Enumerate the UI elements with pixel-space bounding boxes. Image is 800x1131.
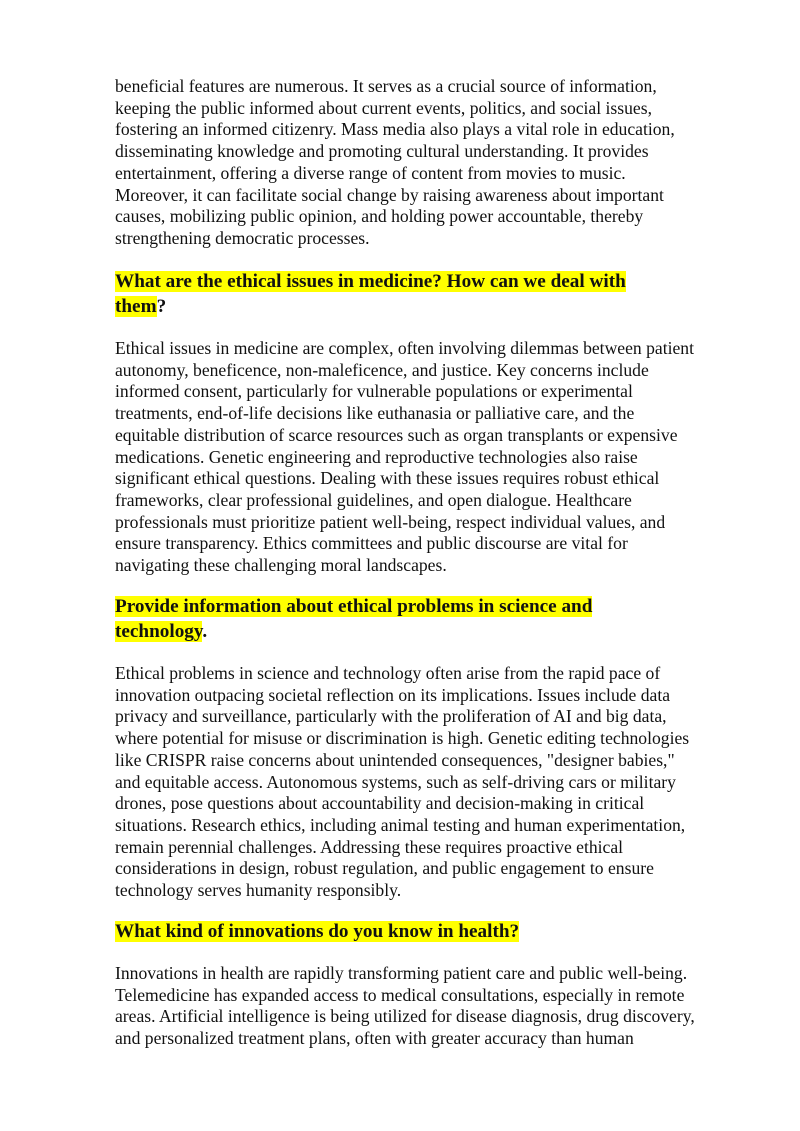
text-line: treatments, end-of-life decisions like euthanasia or palliative care, and the <box>115 403 635 424</box>
text-line: medications. Genetic engineering and reproductive technologies also raise <box>115 446 638 467</box>
text-line: situations. Research ethics, including animal testing and human experimentation, <box>115 814 686 835</box>
text-line: informed consent, particularly for vulnerable populations or experimental <box>115 381 633 402</box>
text-line: significant ethical questions. Dealing with these issues requires robust ethical <box>115 468 660 489</box>
highlighted-heading-text: them <box>115 296 157 317</box>
highlighted-heading-text: What kind of innovations do you know in health? <box>115 921 520 942</box>
text-line: considerations in design, robust regulation, and public engagement to ensure <box>115 858 654 879</box>
text-line: drones, pose questions about accountability and decision-making in critical <box>115 793 645 814</box>
highlighted-heading-text: Provide information about ethical problems in science and <box>115 596 593 617</box>
heading-punctuation: ? <box>156 296 167 317</box>
highlighted-heading-text: What are the ethical issues in medicine? How can we deal with <box>115 271 626 292</box>
text-line: where potential for misuse or discrimination is high. Genetic editing technologies <box>115 728 690 749</box>
text-line: equitable distribution of scarce resources such as organ transplants or expensive <box>115 424 678 445</box>
text-line: remain perennial challenges. Addressing these requires proactive ethical <box>115 836 624 857</box>
text-line: navigating these challenging moral landscapes. <box>115 555 447 576</box>
text-line: causes, mobilizing public opinion, and holding power accountable, thereby <box>115 206 644 227</box>
heading-ethics-science-technology <box>115 594 745 644</box>
text-line: Moreover, it can facilitate social change by raising awareness about important <box>115 184 664 205</box>
heading-ethics-medicine <box>115 269 745 319</box>
text-line: entertainment, offering a diverse range of content from movies to music. <box>115 162 626 183</box>
paragraph-mass-media <box>115 76 745 250</box>
text-line: autonomy, beneficence, non-maleficence, and justice. Key concerns include <box>115 359 649 380</box>
text-line: frameworks, clear professional guidelines, and open dialogue. Healthcare <box>115 489 632 510</box>
text-line: and equitable access. Autonomous systems, such as self-driving cars or military <box>115 771 676 792</box>
text-line: keeping the public informed about current events, politics, and social issues, <box>115 97 652 118</box>
text-line: privacy and surveillance, particularly with the proliferation of AI and big data, <box>115 706 667 727</box>
text-line: Telemedicine has expanded access to medical consultations, especially in remote <box>115 984 685 1005</box>
text-line: professionals must prioritize patient well-being, respect individual values, and <box>115 511 666 532</box>
text-line: areas. Artificial intelligence is being utilized for disease diagnosis, drug discovery, <box>115 1006 695 1027</box>
text-line: innovation outpacing societal reflection on its implications. Issues include data <box>115 684 671 705</box>
heading-health-innovations <box>115 919 745 944</box>
paragraph-health-innovations <box>115 963 745 1050</box>
text-line: strengthening democratic processes. <box>115 227 370 248</box>
text-line: disseminating knowledge and promoting cultural understanding. It provides <box>115 141 649 162</box>
text-line: Ethical problems in science and technology often arise from the rapid pace of <box>115 663 661 683</box>
text-line: Ethical issues in medicine are complex, often involving dilemmas between patient <box>115 338 694 358</box>
text-line: and personalized treatment plans, often with greater accuracy than human <box>115 1028 634 1049</box>
text-line: beneficial features are numerous. It serves as a crucial source of information, <box>115 76 657 96</box>
text-line: like CRISPR raise concerns about unintended consequences, "designer babies," <box>115 749 675 770</box>
text-line: technology serves humanity responsibly. <box>115 880 402 901</box>
heading-punctuation: . <box>202 621 208 642</box>
text-line: fostering an informed citizenry. Mass media also plays a vital role in education, <box>115 119 675 140</box>
text-line: Innovations in health are rapidly transforming patient care and public well-being. <box>115 963 688 983</box>
text-line: ensure transparency. Ethics committees and public discourse are vital for <box>115 533 628 554</box>
highlighted-heading-text: technology <box>115 621 203 642</box>
paragraph-ethics-medicine <box>115 338 745 577</box>
paragraph-ethics-science-technology <box>115 663 745 902</box>
